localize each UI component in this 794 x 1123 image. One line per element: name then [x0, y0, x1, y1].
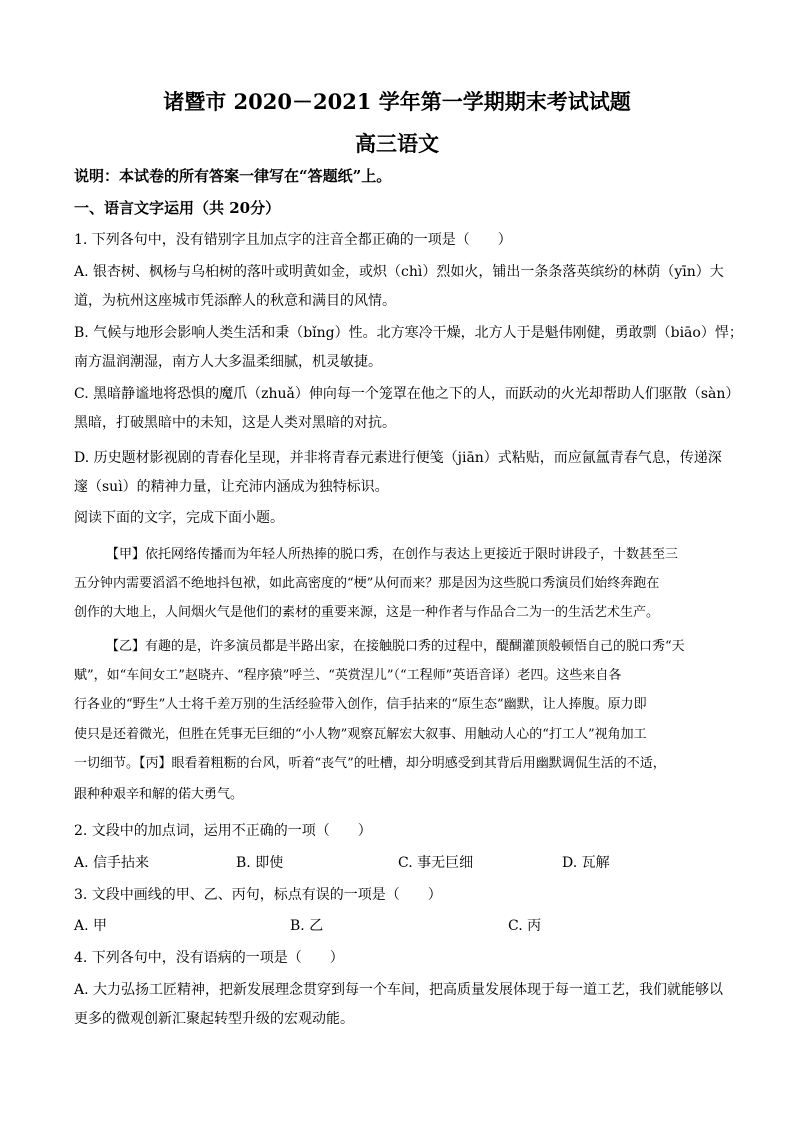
passage-line: 跟种种艰辛和解的偌大勇气。 [74, 787, 244, 802]
passage-line: 创作的大地上，人间烟火气是他们的素材的重要来源，这是一种作者与作品合二为一的生活艺术生产。 [74, 605, 660, 620]
passage-line: 行各业的“野生”人士将千差万别的生活经验带入创作，信手拈来的“原生态”幽默，让人捧腹。原力即 [74, 697, 647, 712]
passage-line: 【乙】有趣的是，许多演员都是半路出家，在接触脱口秀的过程中，醍醐灌顶般顿悟自己的脱口秀“天 [106, 639, 685, 654]
question-1-option-c-line1: C. 黑暗静谧地将恐惧的魔爪（zhuǎ）伸向每一个笼罩在他之下的人，而跃动的火光却帮助人们驱散（sàn） [74, 386, 740, 402]
question-1-option-b-line1: B. 气候与地形会影响人类生活和秉（bǐng）性。北方寒冷干燥，北方人于是魁伟刚健，勇敢剽（biāo）悍； [74, 325, 743, 341]
question-3-option-b: B. 乙 [290, 918, 324, 934]
question-1-stem: 1. 下列各句中，没有错别字且加点字的注音全都正确的一项是（ ） [74, 232, 512, 248]
passage-line: 一切细节。【丙】眼看着粗粝的台风，听着“丧气”的吐槽，却分明感受到其背后用幽默调侃生活的不适， [74, 756, 666, 771]
question-3-option-a: A. 甲 [74, 918, 108, 934]
passage-line: 五分钟内需要滔滔不绝地抖包袱，如此高密度的“梗”从何而来？那是因为这些脱口秀演员们始终奔跑在 [74, 576, 660, 591]
question-2-stem: 2. 文段中的加点词，运用不正确的一项（ ） [74, 823, 372, 839]
exam-title: 诸暨市 2020－2021 学年第一学期期末考试试题 [163, 89, 631, 114]
question-2-option-a: A. 信手拈来 [74, 855, 150, 871]
question-3-option-c: C. 丙 [508, 918, 542, 934]
exam-subtitle: 高三语文 [355, 131, 439, 156]
passage-line: 赋”，如“车间女工”赵晓卉、“程序猿”呼兰、“英赏涅儿”（“工程师”英语音译）老四。这些来自各 [74, 668, 622, 683]
question-1-option-a-line1: A. 银杏树、枫杨与乌桕树的落叶或明黄如金，或炽（chì）烈如火，铺出一条条落英缤纷的林荫（yīn）大 [74, 264, 724, 280]
question-4-option-a-line2: 更多的微观创新汇聚起转型升级的宏观动能。 [74, 1011, 354, 1027]
section-heading: 一、语言文字运用（共 20分） [74, 199, 281, 217]
question-1-option-b-line2: 南方温润潮湿，南方人大多温柔细腻，机灵敏捷。 [74, 354, 382, 370]
question-1-option-c-line2: 黑暗，打破黑暗中的未知，这是人类对黑暗的对抗。 [74, 415, 396, 431]
passage-line: 【甲】依托网络传播而为年轻人所热捧的脱口秀，在创作与表达上更接近于限时讲段子，十数甚至三 [106, 547, 679, 562]
question-1-option-d-line2: 邃（suì）的精神力量，让充沛内涵成为独特标识。 [74, 479, 389, 495]
question-2-option-c: C. 事无巨细 [398, 855, 474, 871]
instruction-text: 说明：本试卷的所有答案一律写在“答题纸”上。 [74, 167, 392, 185]
passage-line: 使只是还着微光，但胜在凭事无巨细的“小人物”观察瓦解宏大叙事、用触动人心的“打工人”视角加工 [74, 727, 647, 742]
question-2-option-d: D. 瓦解 [562, 855, 610, 871]
question-1-option-a-line2: 道，为杭州这座城市凭添醉人的秋意和满目的风情。 [74, 293, 396, 309]
question-1-option-d-line1: D. 历史题材影视剧的青春化呈现，并非将青春元素进行便笺（jiān）式粘贴，而应氤氲青春气息，传递深 [74, 450, 722, 466]
question-2-option-b: B. 即使 [236, 855, 284, 871]
question-4-stem: 4. 下列各句中，没有语病的一项是（ ） [74, 950, 344, 966]
question-4-option-a-line1: A. 大力弘扬工匠精神，把新发展理念贯穿到每一个车间，把高质量发展体现于每一道工艺，我们就能够以 [74, 982, 724, 998]
reading-prompt: 阅读下面的文字，完成下面小题。 [74, 510, 284, 526]
question-3-stem: 3. 文段中画线的甲、乙、丙句，标点有误的一项是（ ） [74, 887, 442, 903]
